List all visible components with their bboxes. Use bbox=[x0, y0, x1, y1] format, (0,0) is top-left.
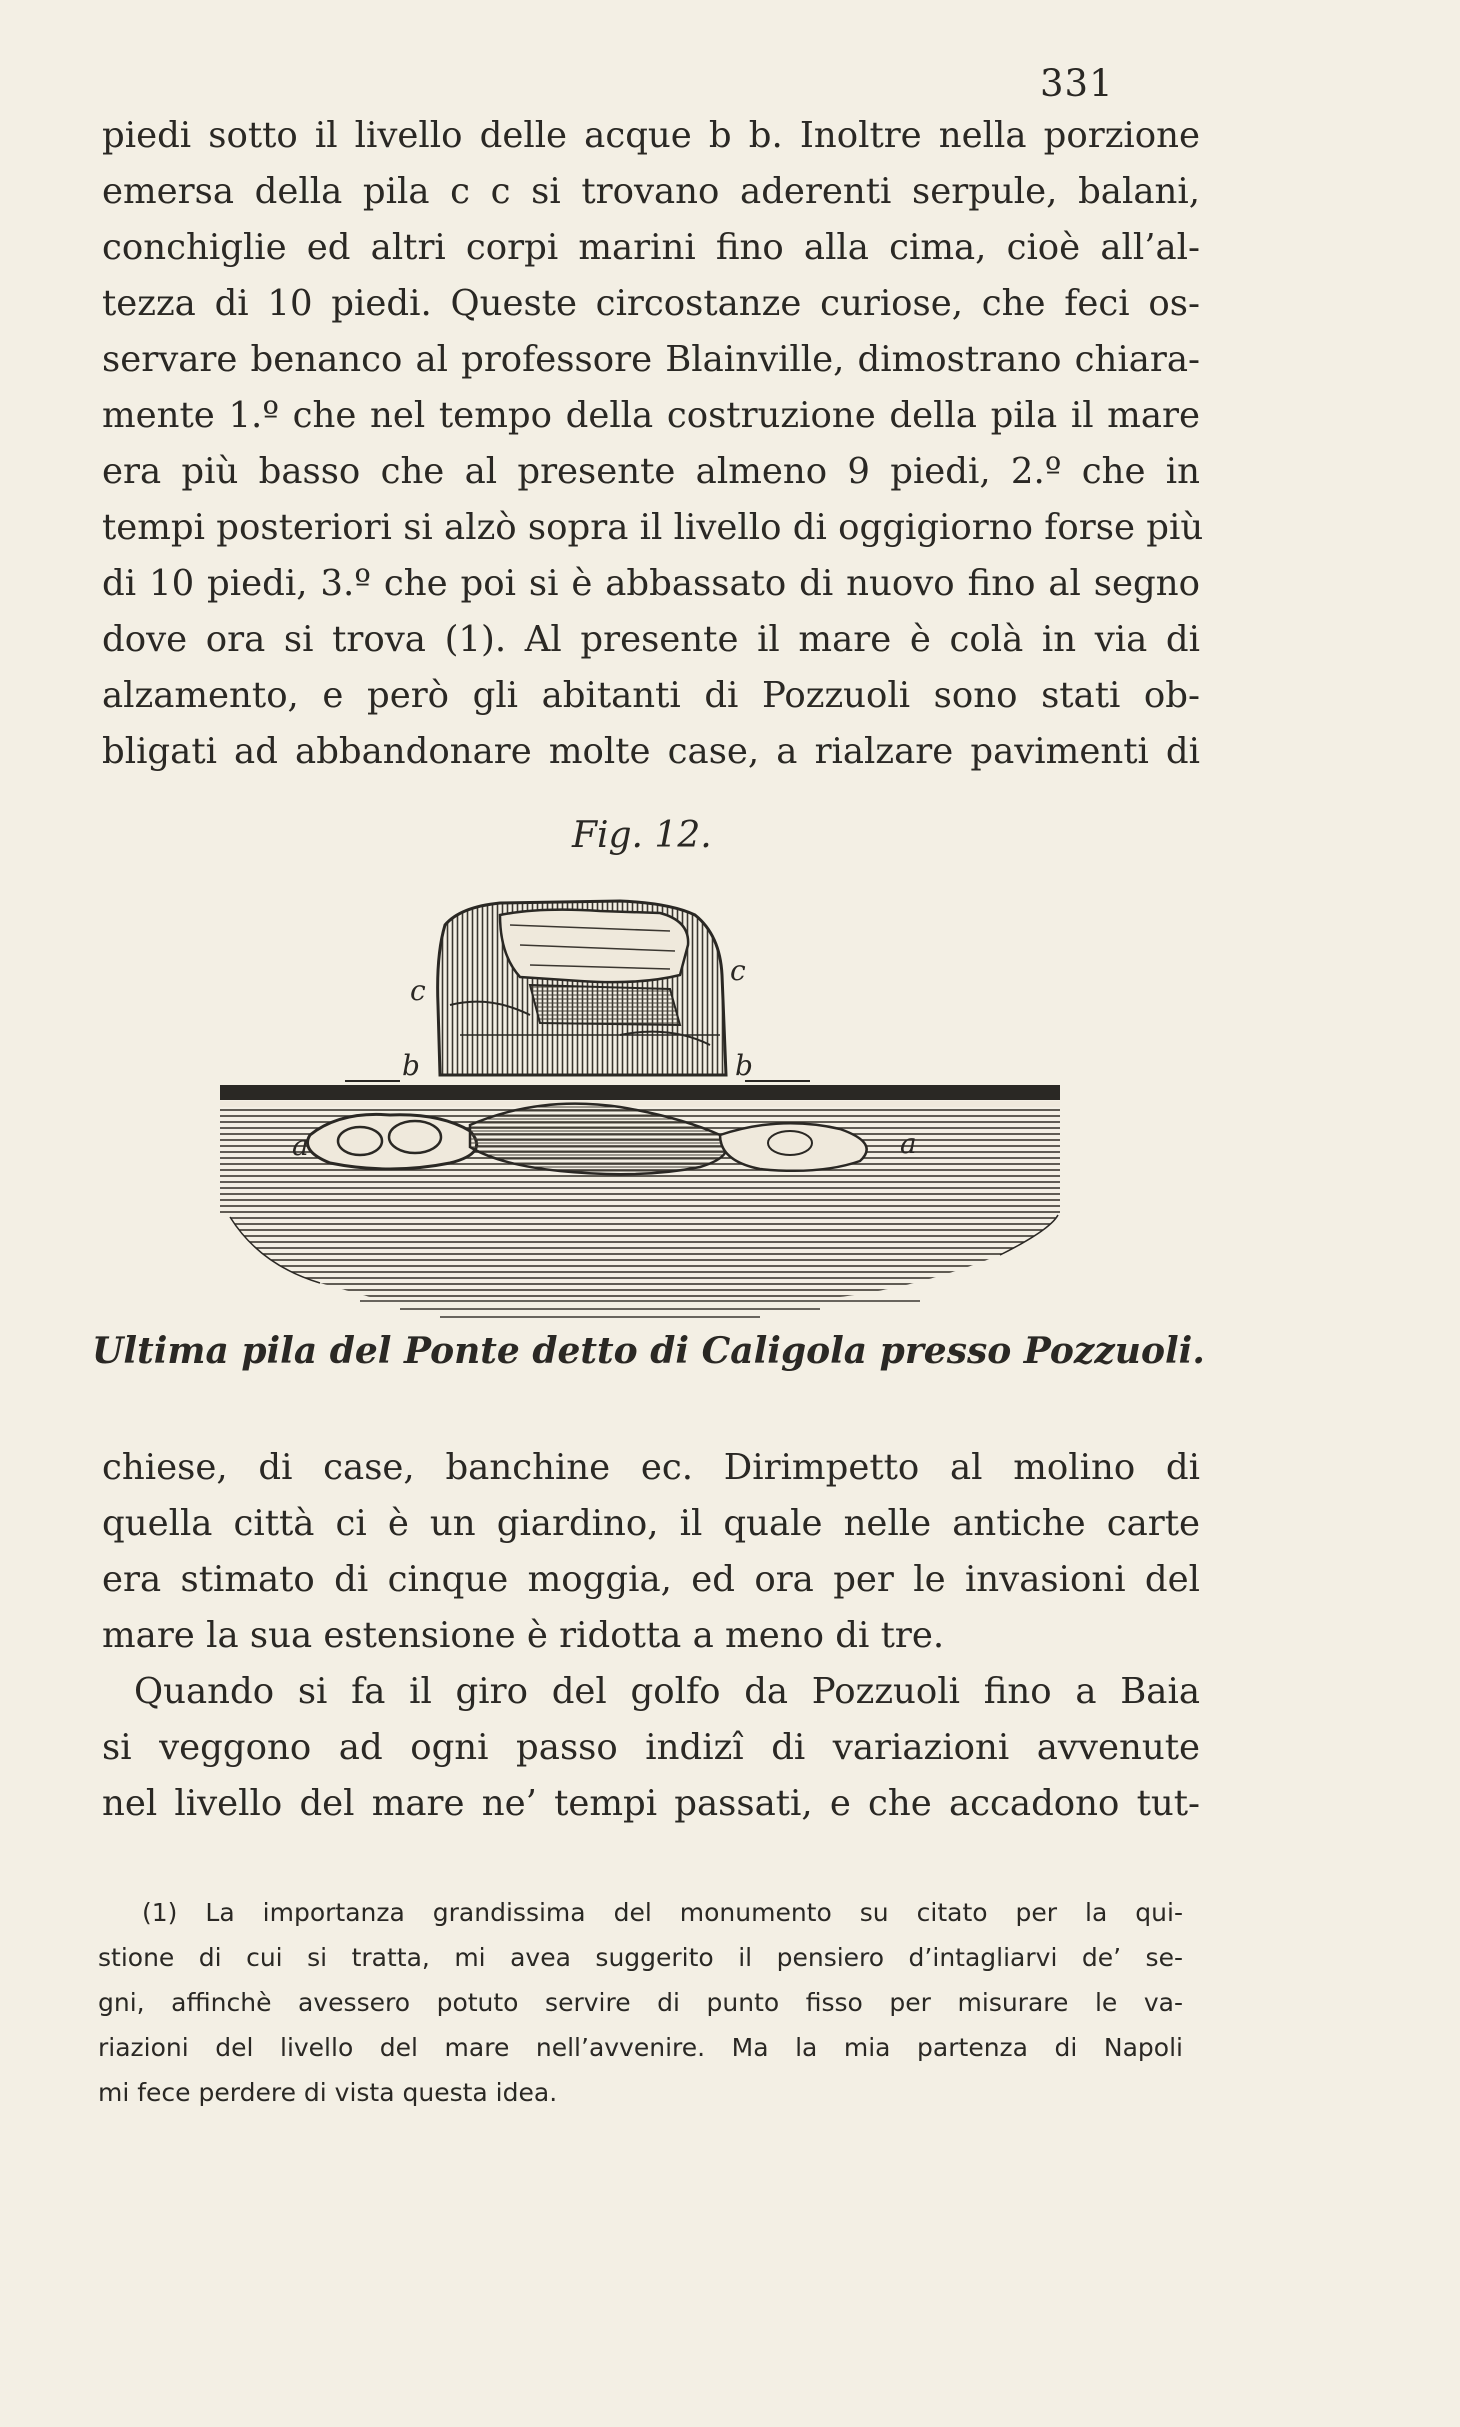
page-number: 331 bbox=[1040, 62, 1114, 105]
footnote-line: gni, affinchè avessero potuto servire di punto fisso per misurare le va- bbox=[98, 1988, 1183, 2017]
text-line: quella città ci è un giardino, il quale nelle antiche carte bbox=[102, 1503, 1200, 1544]
footnote bbox=[98, 1890, 1183, 2115]
footnote-line: (1) La importanza grandissima del monumento su citato per la qui- bbox=[142, 1898, 1183, 1927]
text-line: si veggono ad ogni passo indizî di variazioni avvenute bbox=[102, 1727, 1200, 1768]
text-line: di 10 piedi, 3.º che poi si è abbassato di nuovo fino al segno bbox=[102, 563, 1200, 604]
text-line: alzamento, e però gli abitanti di Pozzuoli sono stati ob- bbox=[102, 675, 1200, 716]
text-line: nel livello del mare ne’ tempi passati, e che accadono tut- bbox=[102, 1783, 1200, 1824]
text-line: tezza di 10 piedi. Queste circostanze curiose, che feci os- bbox=[102, 283, 1200, 324]
body-text-top bbox=[102, 108, 1204, 780]
label-a-right: a bbox=[900, 1127, 917, 1160]
label-c-right: c bbox=[730, 954, 746, 987]
footnote-line: mi fece perdere di vista questa idea. bbox=[98, 2078, 558, 2107]
label-b-right: b bbox=[735, 1049, 753, 1082]
text-line: bligati ad abbandonare molte case, a rialzare pavimenti di bbox=[102, 731, 1200, 772]
text-line: mare la sua estensione è ridotta a meno di tre. bbox=[102, 1615, 945, 1656]
text-line: emersa della pila c c si trovano aderenti serpule, balani, bbox=[102, 171, 1200, 212]
bridge-pier-engraving bbox=[200, 885, 1080, 1325]
text-line: era stimato di cinque moggia, ed ora per le invasioni del bbox=[102, 1559, 1200, 1600]
label-a-left: a bbox=[292, 1129, 309, 1162]
body-text-bottom bbox=[102, 1440, 1200, 1832]
text-line: era più basso che al presente almeno 9 piedi, 2.º che in bbox=[102, 451, 1200, 492]
pier bbox=[438, 901, 726, 1075]
text-line: tempi posteriori si alzò sopra il livello di oggigiorno forse più bbox=[102, 507, 1204, 548]
text-line: mente 1.º che nel tempo della costruzione della pila il mare bbox=[102, 395, 1200, 436]
label-c-left: c bbox=[410, 974, 426, 1007]
text-line: chiese, di case, banchine ec. Dirimpetto al molino di bbox=[102, 1447, 1200, 1488]
figure-label: Fig. 12. bbox=[572, 815, 712, 856]
figure-illustration bbox=[200, 885, 1080, 1325]
footnote-line: stione di cui si tratta, mi avea suggerito il pensiero d’intagliarvi de’ se- bbox=[98, 1943, 1183, 1972]
text-line: conchiglie ed altri corpi marini fino alla cima, cioè all’al- bbox=[102, 227, 1200, 268]
footnote-line: riazioni del livello del mare nell’avvenire. Ma la mia partenza di Napoli bbox=[98, 2033, 1183, 2062]
text-line: Quando si fa il giro del golfo da Pozzuoli fino a Baia bbox=[134, 1671, 1200, 1712]
figure-caption: Ultima pila del Ponte detto di Caligola presso Pozzuoli. bbox=[92, 1330, 1205, 1372]
text-line: dove ora si trova (1). Al presente il mare è colà in via di bbox=[102, 619, 1200, 660]
text-line: servare benanco al professore Blainville, dimostrano chiara- bbox=[102, 339, 1200, 380]
label-b-left: b bbox=[402, 1049, 420, 1082]
text-line: piedi sotto il livello delle acque b b. Inoltre nella porzione bbox=[102, 115, 1200, 156]
